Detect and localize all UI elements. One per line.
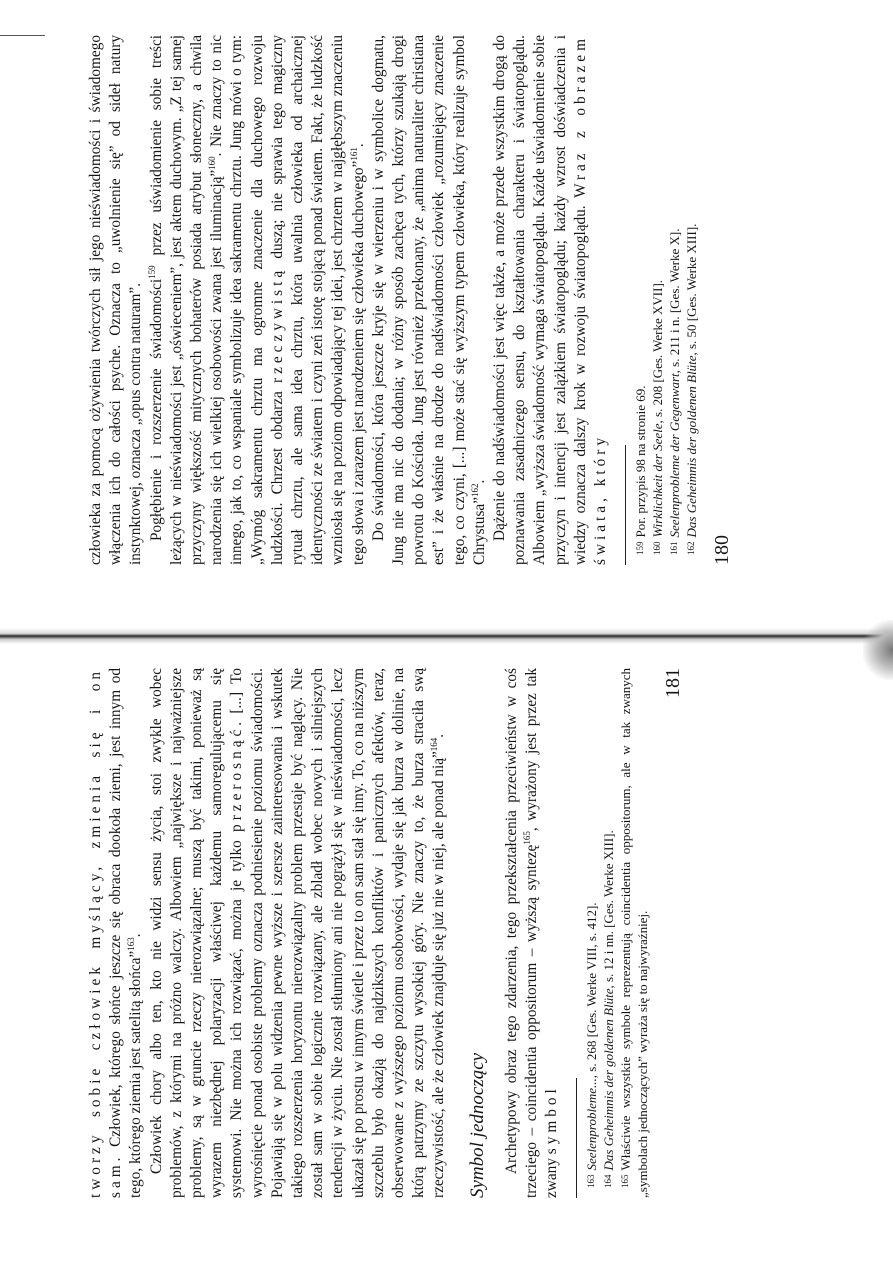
footnote-number: 163 xyxy=(586,1174,597,1188)
paragraph: Dążenie do nadświadomości jest więc także, a może przede wszystkim drogą do poznawania zasadniczego sensu, do kształtowania charakteru i światopoglądu. Albowiem „wyższa świadomość wymaga światopoglądu. Każde uświadomienie sobie przyczyn i intencji jest zalążkiem światopoglądu; każdy wzrost doświadczenia i wiedzy oznacza dalszy krok w rozwoju światopoglądu. Wraz z obrazem świata, który xyxy=(491,35,610,565)
paragraph: Człowiek chory albo ten, kto nie widzi sensu życia, stoi zwykle wobec problemów, z którymi na próżno walczy. Albowiem „największe i najważniejsze problemy, są w gruncie rzeczy nierozwiązalne; muszą być takimi, ponieważ są wyrazem niezbędnej polaryzacji właściwej każdemu samoregulującemu się systemowi. Nie można ich rozwiązać, można je tylko przerosnąć. [...] To wyrośnięcie ponad osobiste problemy oznacza podniesienie poziomu świadomości. Pojawiają się w polu widzenia pewne wyższe i szersze zainteresowania i wskutek takiego rozszerzenia horyzontu nierozwiązalny problem przestaje być naglący. Nie został sam w sobie logicznie rozwiązany, ale zbladł wobec nowych i silniejszych tendencji w życiu. Nie został stłumiony ani nie pogrążył się w nieświadomości, lecz ukazał się po prostu w innym świetle i przez to on sam stał się inny. To, co na niższym szczeblu było okazją do najdzikszych konfliktów i panicznych afektów, teraz, obserwowane z wyższego poziomu osobowości, wydaje się jak burza w dolinie, na którą patrzymy ze szczytu wysokiej góry. Nie znaczy to, że burza straciła swą rzeczywistość, ale że człowiek znajduje się już nie w niej, ale ponad nią”$^{164}$. xyxy=(147,668,448,1198)
book-gutter-scan-edge xyxy=(0,628,893,644)
footnote xyxy=(649,35,666,565)
footnote-text: Wirklichkeit der Seele, s. 208 [Ges. Werke XVII]. xyxy=(650,279,666,538)
footnote-number: 161 xyxy=(669,541,680,555)
footnote-text: Das Geheimnis der goldenen Blüte, s. 12 i nn. [Ges. Werke XIII]. xyxy=(601,830,617,1171)
footnote-number: 160 xyxy=(652,541,663,555)
page-180-content xyxy=(86,35,806,565)
footnote xyxy=(600,668,617,1198)
footnote xyxy=(632,35,649,565)
footnote-number: 165 xyxy=(620,1174,631,1188)
scan-corner-mark xyxy=(0,35,45,36)
page-180-footnotes xyxy=(632,35,700,565)
page-181-footnotes xyxy=(583,668,651,1198)
page-180 xyxy=(86,35,806,565)
footnote-number: 162 xyxy=(686,541,697,555)
paragraph: Pogłębienie i rozszerzenie świadomości$^{159}$ przez uświadomienie sobie treści leżących w nieświadomości jest „oświeceniem”, jest aktem duchowym. „Z tej samej przyczyny większość mitycznych bohaterów posiada atrybut słoneczny, a chwila narodzenia się ich wielkiej osobowości zwana jest iluminacją”$^{160}$. Nie znaczy to nic innego, jak to, co wspaniale symbolizuje idea sakramentu chrztu. Jung mówi o tym: „Wymóg sakramentu chrztu ma ogromne znaczenie dla duchowego rozwoju ludzkości. Chrzest obdarza rzeczywistą duszą; nie sprawia tego magiczny rytuał chrztu, ale sama idea chrztu, która uwalnia człowieka od archaicznej identyczności ze światem i czyni zeń istotę stojącą ponad światem. Fakt, że ludzkość wzniosła się na poziom odpowiadający tej idei, jest chrztem w najgłębszym znaczeniu tego słowa i zarazem jest narodzeniem się człowieka duchowego”$^{161}$. xyxy=(146,34,367,565)
page-181-content xyxy=(86,668,806,1198)
page-181-body-text-after-title xyxy=(502,668,563,1198)
footnote-number: 159 xyxy=(635,541,646,555)
footnote xyxy=(683,35,700,565)
footnote xyxy=(666,35,683,565)
paragraph: tworzy sobie człowiek myślący, zmienia się i on sam. Człowiek, którego słońce jeszcze się obraca dookoła ziemi, jest innym od tego, którego ziemia jest satelitą słońca”$^{163}$. xyxy=(87,668,145,1198)
page-180-body-text xyxy=(86,35,611,565)
page-181 xyxy=(86,668,806,1198)
paragraph: Do świadomości, która jeszcze kryje się w wierzeniu i w symbolice dogmatu, Jung nie ma nic do dodania; w różny sposób zachęca tych, którzy szukają drogi powrotu do Kościoła. Jung jest również przekonany, że „anima naturaliter christiana est” i że właśnie na drodze do nadświadomości człowiek „rozumiejący znaczenie tego, co czyni, [...] może stać się wyższym typem człowieka, który realizuje symbol Chrystusa”$^{162}$. xyxy=(369,35,488,565)
page-number-180: 180 xyxy=(711,535,734,565)
footnote-text: Por. przypis 98 na stronie 69. xyxy=(633,385,649,538)
footnote-rule xyxy=(576,1078,577,1198)
section-title: Symbol jednoczący xyxy=(466,1052,488,1198)
paragraph: Archetypowy obraz tego zdarzenia, tego przekształcenia przeciwieństw w coś trzeciego – coincidentia oppositorum – wyższą syntezę$^{165}$, wyrażony jest przez tak zwany symbol xyxy=(502,667,561,1198)
footnote-number: 164 xyxy=(603,1174,614,1188)
page-number-181: 181 xyxy=(662,668,685,698)
page-181-body-text xyxy=(86,668,450,1198)
footnote-text: Właściwie wszystkie symbole reprezentują coincidentia oppositorum, ale w tak zwanych „symbolach jednoczących” wyraża się to najwyraźniej. xyxy=(618,668,651,1198)
footnote xyxy=(583,668,600,1198)
scan-shadow xyxy=(863,620,893,680)
footnote xyxy=(617,668,651,1198)
footnote-rule xyxy=(625,445,626,565)
footnote-text: Seelenprobleme..., s. 268 [Ges. Werke VIII, s. 412]. xyxy=(584,902,600,1171)
paragraph: człowieka za pomocą ożywienia twórczych sił jego nieświadomości i świadomego włączenia ich do całości psyche. Oznacza to „uwolnienie się” od sideł natury instynktowej, oznacza „opus contra naturam”. xyxy=(87,35,145,565)
footnote-text: Das Geheimnis der goldenen Blüte, s. 50 [Ges. Werke XIII]. xyxy=(684,223,700,538)
footnote-text: Seelenprobleme der Gegenwart, s. 211 i n. [Ges. Werke X]. xyxy=(667,228,683,538)
